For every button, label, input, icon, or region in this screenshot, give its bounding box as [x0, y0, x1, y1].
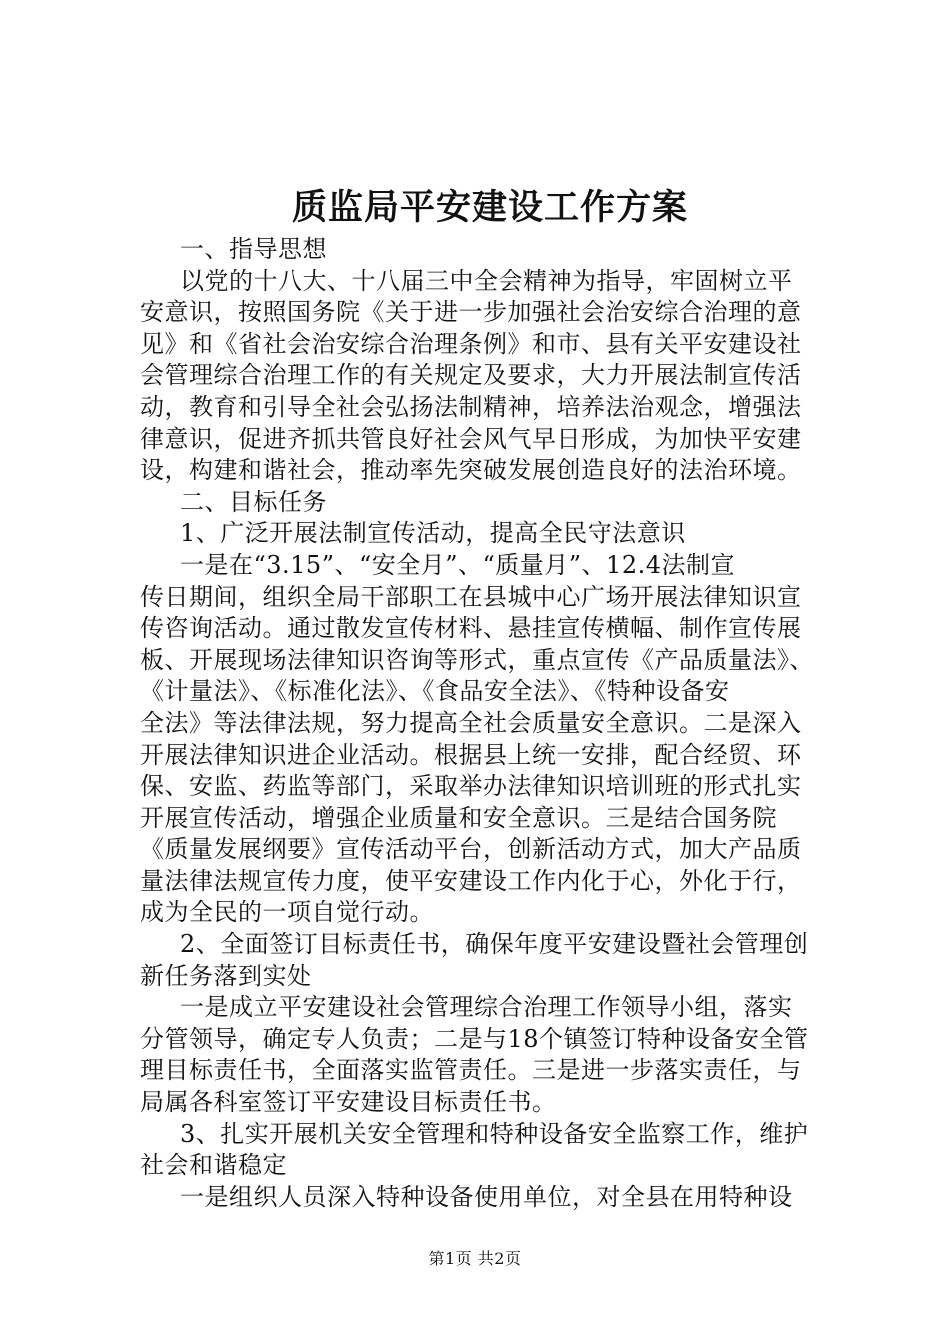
text-line: 社会和谐稳定	[140, 1151, 287, 1180]
text-line: 见》和《省社会治安综合治理条例》和市、县有关平安建设社	[140, 329, 802, 358]
text-line: 一是组织人员深入特种设备使用单位，对全县在用特种设	[180, 1182, 793, 1211]
document-page	[140, 182, 832, 1213]
text-line: 律意识，促进齐抓共管良好社会风气早日形成，为加快平安建	[140, 424, 802, 453]
text-line: 《质量发展纲要》宣传活动平台，创新活动方式，加大产品质	[140, 835, 802, 864]
text-line: 传日期间，组织全局干部职工在县城中心广场开展法律知识宣	[140, 582, 802, 611]
text-line: 开展法律知识进企业活动。根据县上统一安排，配合经贸、环	[140, 740, 802, 769]
text-line: 动，教育和引导全社会弘扬法制精神，培养法治观念，增强法	[140, 392, 802, 421]
text-line: 传咨询活动。通过散发宣传材料、悬挂宣传横幅、制作宣传展	[140, 614, 802, 643]
text-line: 一是成立平安建设社会管理综合治理工作领导小组，落实	[180, 993, 793, 1022]
text-line: 分管领导，确定专人负责；二是与18个镇签订特种设备安全管	[140, 1024, 809, 1053]
text-line: 《计量法》、《标准化法》、《食品安全法》、《特种设备安	[140, 677, 730, 706]
text-line: 2、全面签订目标责任书，确保年度平安建设暨社会管理创	[180, 930, 809, 959]
page-footer: 第1页 共2页	[428, 1249, 522, 1268]
text-line: 理目标责任书，全面落实监管责任。三是进一步落实责任，与	[140, 1056, 802, 1085]
text-line: 安意识，按照国务院《关于进一步加强社会治安综合治理的意	[140, 298, 802, 327]
text-line: 成为全民的一项自觉行动。	[140, 898, 434, 927]
text-line: 保、安监、药监等部门，采取举办法律知识培训班的形式扎实	[140, 772, 802, 801]
text-line: 1、广泛开展法制宣传活动，提高全民守法意识	[180, 519, 686, 548]
text-line: 新任务落到实处	[140, 961, 312, 990]
text-line: 一、指导思想	[180, 235, 327, 263]
text-line: 3、扎实开展机关安全管理和特种设备安全监察工作，维护	[180, 1119, 809, 1148]
document-body	[140, 234, 832, 1213]
text-line: 开展宣传活动，增强企业质量和安全意识。三是结合国务院	[140, 803, 777, 832]
text-line: 全法》等法律法规，努力提高全社会质量安全意识。二是深入	[140, 708, 802, 737]
text-line: 二、目标任务	[180, 487, 327, 516]
document-title: 质监局平安建设工作方案	[291, 187, 688, 228]
text-line: 量法律法规宣传力度，使平安建设工作内化于心，外化于行，	[140, 866, 802, 895]
text-line: 板、开展现场法律知识咨询等形式，重点宣传《产品质量法》、	[140, 645, 814, 674]
text-line: 设，构建和谐社会，推动率先突破发展创造良好的法治环境。	[140, 456, 802, 485]
text-line: 以党的十八大、十八届三中全会精神为指导，牢固树立平	[180, 266, 793, 295]
text-line: 局属各科室签订平安建设目标责任书。	[140, 1088, 557, 1117]
text-line: 会管理综合治理工作的有关规定及要求，大力开展法制宣传活	[140, 361, 802, 390]
text-line: 一是在“3.15”、“安全月”、“质量月”、12.4法制宣	[180, 550, 735, 579]
